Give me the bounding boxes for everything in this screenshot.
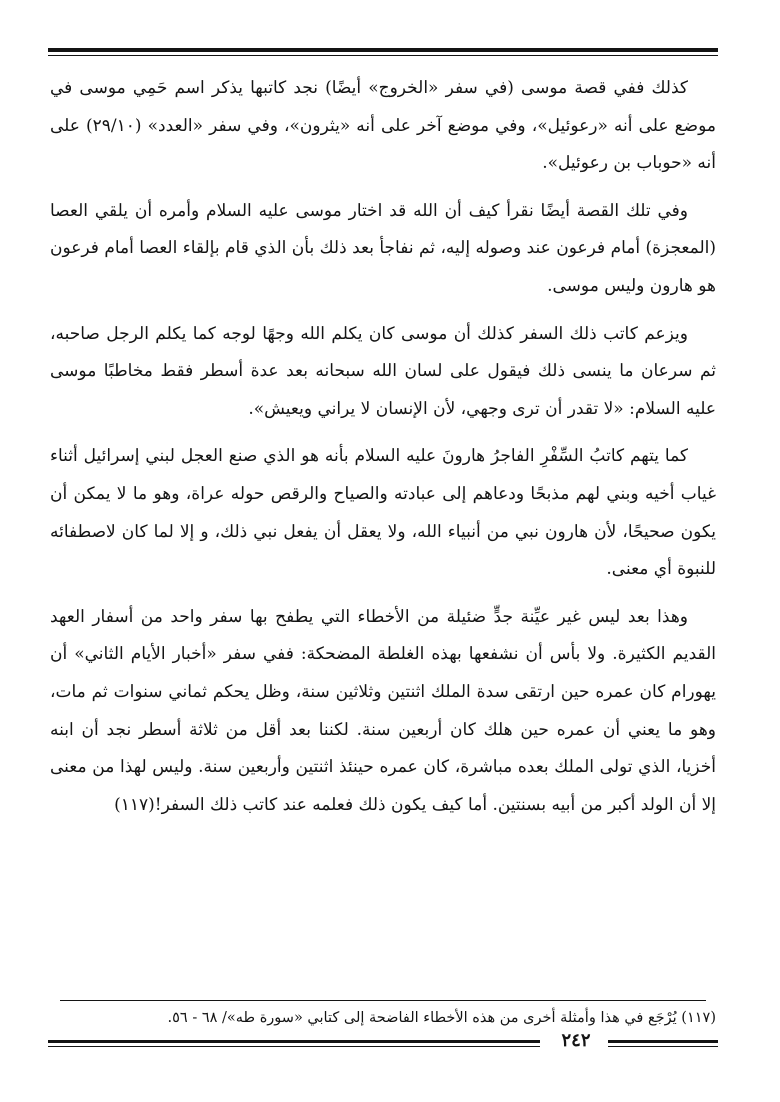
header-rule-thin	[48, 55, 718, 56]
page-body	[50, 70, 716, 824]
footer-rule-right	[608, 1040, 718, 1043]
paragraph-1: كذلك ففي قصة موسى (في سفر «الخروج» أيضًا) نجد كاتبها يذكر اسم حَمِي موسى في موضع على أنه «رعوئيل»، وفي موضع آخر على أنه «يثرون»، وفي سفر «العدد» (٢٩/١٠) على أنه «حوباب بن رعوئيل».	[50, 78, 716, 174]
page-number: ٢٤٢	[561, 1030, 591, 1051]
paragraph-2: وفي تلك القصة أيضًا نقرأ كيف أن الله قد اختار موسى عليه السلام وأمره أن يلقي العصا (المعجزة) أمام فرعون عند وصوله إليه، ثم نفاجأ بعد ذلك بأن الذي قام بإلقاء العصا أمام فرعون هو هارون وليس موسى.	[50, 200, 716, 296]
paragraph-4: كما يتهم كاتبُ السِّفْرِ الفاجرُ هارونَ عليه السلام بأنه هو الذي صنع العجل لبني إسرائيل أثناء غياب أخيه وبني لهم مذبحًا ودعاهم إلى عبادته والصياح والرقص حوله عراة، وهو ما لا يمكن أن يكون صحيحًا، لأن هارون نبي من أنبياء الله، ولا يعقل أن يفعل نبي ذلك، و إلا لما كان لاصطفائه للنبوة أي معنى.	[50, 446, 716, 580]
footer-rule-left	[48, 1040, 540, 1043]
footer-rule-right-thin	[608, 1046, 718, 1047]
paragraph-5: وهذا بعد ليس غير عيِّنة جدٍّ ضئيلة من الأخطاء التي يطفح بها سفر واحد من أسفار العهد القديم الكثيرة. ولا بأس أن نشفعها بهذه الغلطة المضحكة: ففي سفر «أخبار الأيام الثاني» أن يهورام كان عمره حين ارتقى سدة الملك اثنتين وثلاثين سنة، وظل يحكم ثماني سنوات ثم مات، وهو ما يعني أن عمره حين هلك كان أربعين سنة. لكننا بعد أقل من ثلاثة أسطر نجد أن ابنه أخزيا، الذي تولى الملك بعده مباشرة، كان عمره حينئذ اثنتين وأربعين سنة. وليس لهذا من معنى إلا أن الولد أكبر من أبيه بسنتين. أما كيف يكون ذلك فعلمه عند كاتب ذلك السفر!(١١٧)	[50, 606, 716, 815]
paragraph-3: ويزعم كاتب ذلك السفر كذلك أن موسى كان يكلم الله وجهًا لوجه كما يكلم الرجل صاحبه، ثم سرعان ما ينسى ذلك فيقول على لسان الله سبحانه بعد عدة أسطر فقط مخاطبًا موسى عليه السلام: «لا تقدر أن ترى وجهي، لأن الإنسان لا يراني ويعيش».	[50, 323, 716, 419]
footnote: (١١٧) يُرْجَع في هذا وأمثلة أخرى من هذه الأخطاء الفاضحة إلى كتابي «سورة طه»/ ٦٨ - ٥٦.	[167, 1010, 716, 1026]
footer-rule-left-thin	[48, 1046, 540, 1047]
footnote-separator	[60, 1000, 706, 1001]
header-rule	[48, 48, 718, 52]
page-footer	[48, 1030, 718, 1052]
